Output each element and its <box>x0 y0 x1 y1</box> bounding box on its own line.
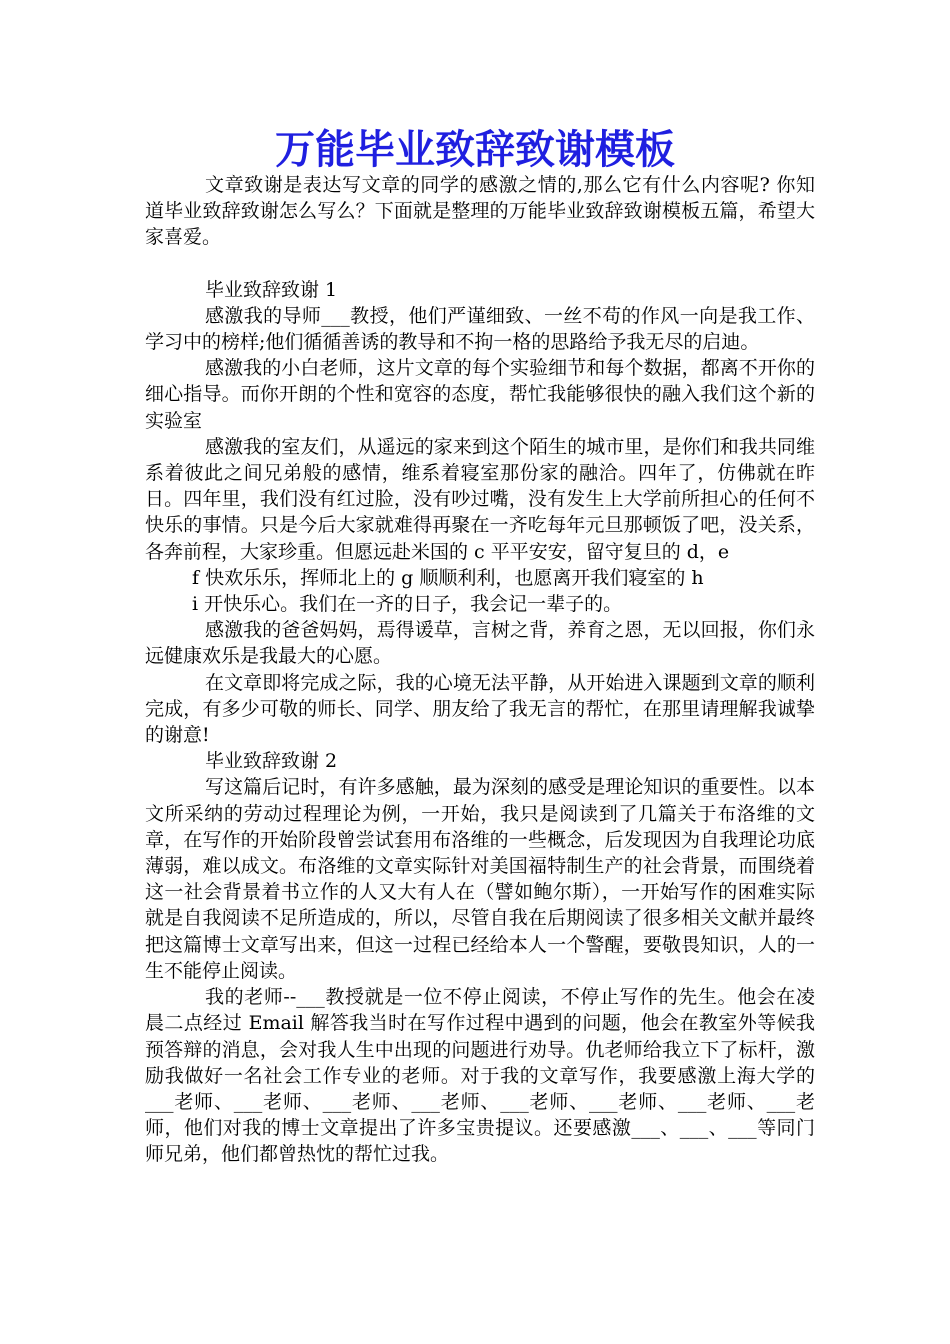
section2-paragraph-2: 我的老师--___教授就是一位不停止阅读，不停止写作的先生。他会在凌晨二点经过 Email 解答我当时在写作过程中遇到的问题，他会在教室外等候我预答辩的消息，会对我人生中出现的问题进行劝导。仇老师给我立下了标杆，激励我做好一名社会工作专业的老师。对于我的文章写作，我要感激上海大学的___老师、___老师、___老师、___老师、___老师、___老师、___老师、___老师，他们对我的博士文章提出了许多宝贵提议。还要感激___、___、___等同门师兄弟，他们都曾热忱的帮忙过我。 <box>145 986 815 1166</box>
document-title: 万能毕业致辞致谢模板 <box>275 126 675 173</box>
section1-paragraph-2: 感激我的小白老师，这片文章的每个实验细节和每个数据，都离不开你的细心指导。而你开朗的个性和宽容的态度，帮忙我能够很快的融入我们这个新的实验室 <box>145 357 815 432</box>
section-heading-1: 毕业致辞致谢 1 <box>205 278 338 301</box>
section1-paragraph-3-line-3: i 开快乐心。我们在一齐的日子，我会记一辈子的。 <box>192 593 623 616</box>
spacer <box>145 251 815 277</box>
section-heading-2: 毕业致辞致谢 2 <box>205 750 338 773</box>
section1-paragraph-5: 在文章即将完成之际，我的心境无法平静，从开始进入课题到文章的顺利完成，有多少可敬的师长、同学、朋友给了我无言的帮忙，在那里请理解我诚挚的谢意! <box>145 671 815 747</box>
document-body <box>145 172 815 1168</box>
section1-paragraph-4: 感激我的爸爸妈妈，焉得谖草，言树之背，养育之恩，无以回报，你们永远健康欢乐是我最大的心愿。 <box>145 619 815 668</box>
section2-paragraph-1: 写这篇后记时，有许多感触，最为深刻的感受是理论知识的重要性。以本文所采纳的劳动过程理论为例，一开始，我只是阅读到了几篇关于布洛维的文章，在写作的开始阶段曾尝试套用布洛维的一些概念，后发现因为自我理论功底薄弱，难以成文。布洛维的文章实际针对美国福特制生产的社会背景，而围绕着这一社会背景着书立作的人又大有人在（譬如鲍尔斯），一开始写作的困难实际就是自我阅读不足所造成的，所以，尽管自我在后期阅读了很多相关文献并最终把这篇博士文章写出来，但这一过程已经给本人一个警醒，要敬畏知识，人的一生不能停止阅读。 <box>145 776 815 982</box>
section1-paragraph-3-line-2: f 快欢乐乐，挥师北上的 g 顺顺利利，也愿离开我们寝室的 h <box>192 566 704 589</box>
intro-paragraph: 文章致谢是表达写文章的同学的感激之情的,那么它有什么内容呢? 你知道毕业致辞致谢怎么写么？下面就是整理的万能毕业致辞致谢模板五篇，希望大家喜爱。 <box>145 174 815 249</box>
section1-paragraph-3: 感激我的室友们，从遥远的家来到这个陌生的城市里，是你们和我共同维系着彼此之间兄弟般的感情，维系着寝室那份家的融洽。四年了，仿佛就在昨日。四年里，我们没有红过脸，没有吵过嘴，没有发生上大学前所担心的任何不快乐的事情。只是今后大家就难得再聚在一齐吃每年元旦那顿饭了吧，没关系，各奔前程，大家珍重。但愿远赴米国的 c 平平安安，留守复旦的 d，e <box>145 435 815 563</box>
section1-paragraph-1: 感激我的导师___教授，他们严谨细致、一丝不苟的作风一向是我工作、学习中的榜样;他们循循善诱的教导和不拘一格的思路给予我无尽的启迪。 <box>145 304 815 354</box>
